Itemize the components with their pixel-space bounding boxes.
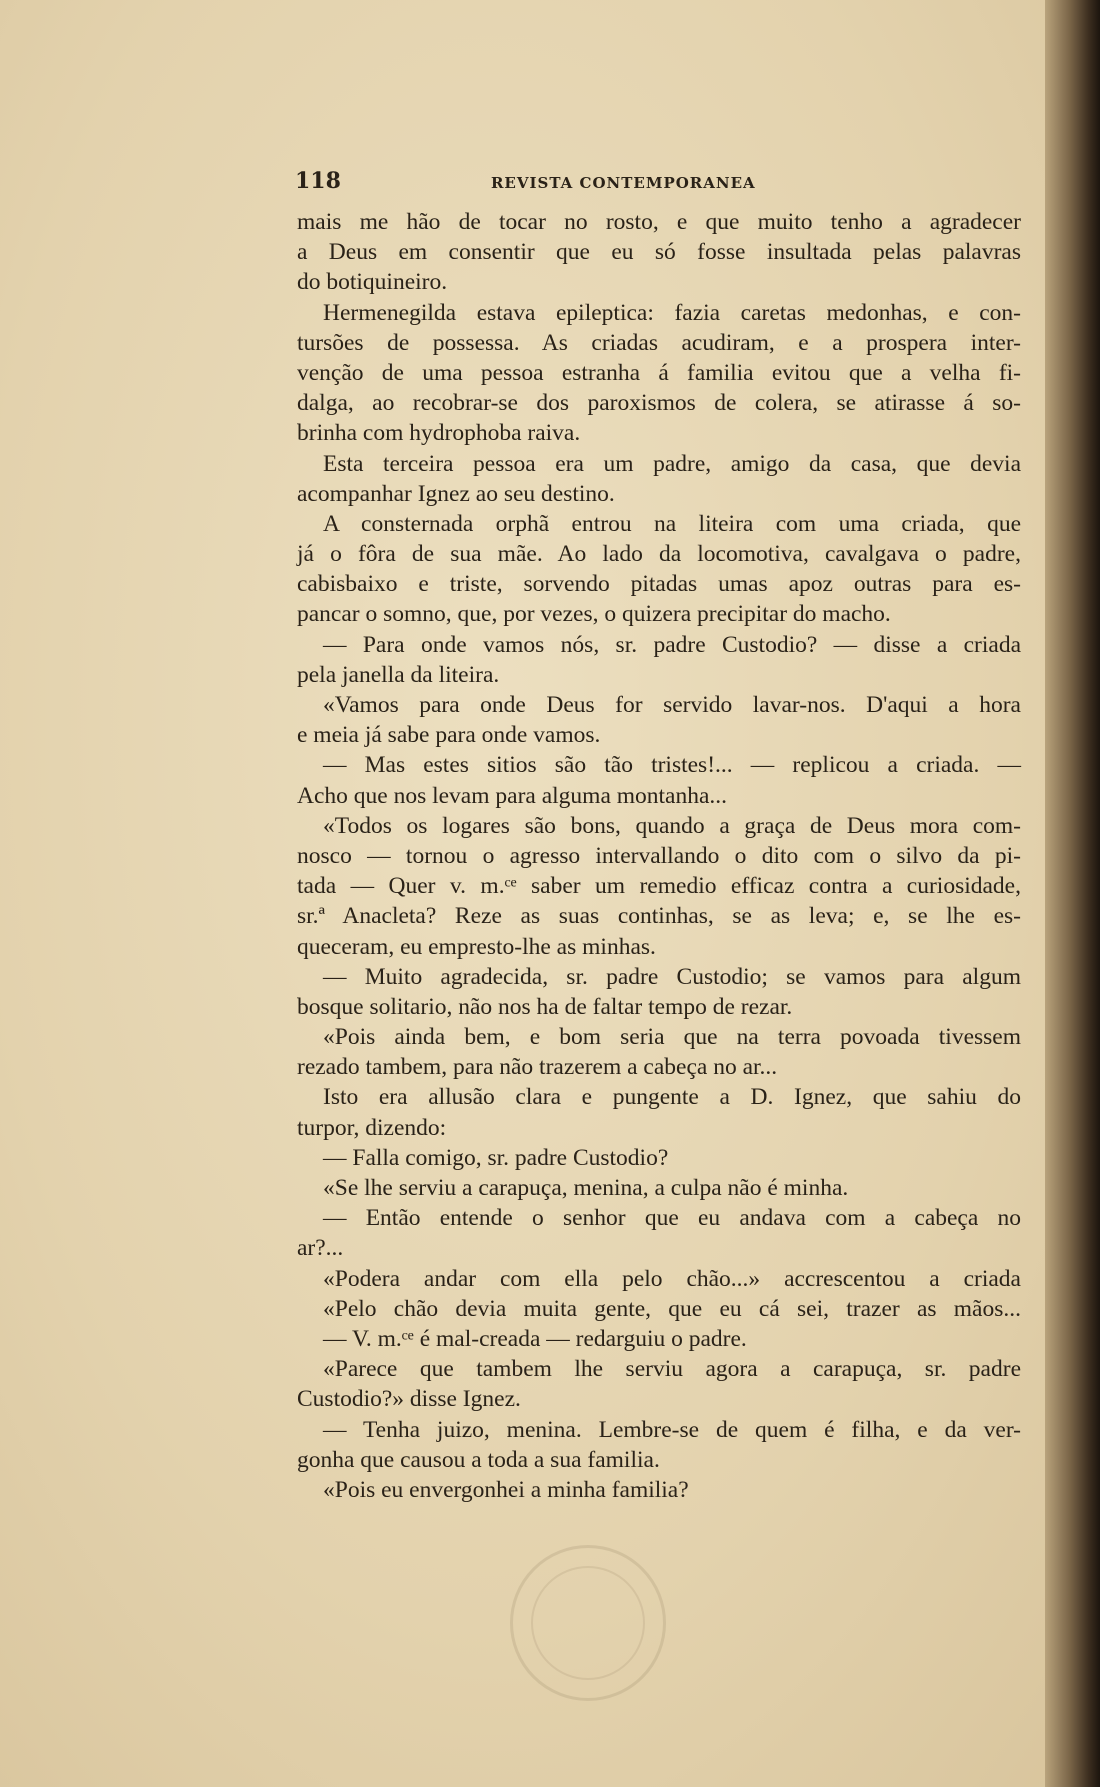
text-line: «Vamos para onde Deus for servido lavar-nos. D'aqui a hora bbox=[323, 692, 1021, 718]
text-line: dalga, ao recobrar-se dos paroxismos de colera, se atirasse á so- bbox=[297, 390, 1021, 417]
library-stamp bbox=[510, 1545, 666, 1701]
text-line: já o fôra de sua mãe. Ao lado da locomotiva, cavalgava o padre, bbox=[297, 541, 1021, 568]
library-stamp-inner-ring bbox=[531, 1566, 645, 1680]
text-line: Custodio?» disse Ignez. bbox=[297, 1386, 521, 1413]
text-line: cabisbaixo e triste, sorvendo pitadas umas apoz outras para es- bbox=[297, 571, 1021, 598]
text-line: ar?... bbox=[297, 1235, 344, 1262]
text-line: e meia já sabe para onde vamos. bbox=[297, 722, 601, 749]
text-line: — V. m.ᶜᵉ é mal-creada — redarguiu o padre. bbox=[323, 1325, 747, 1352]
text-line: a Deus em consentir que eu só fosse insultada pelas palavras bbox=[297, 239, 1021, 266]
text-line: pancar o somno, que, por vezes, o quizera precipitar do macho. bbox=[297, 601, 891, 628]
text-line: «Todos os logares são bons, quando a graça de Deus mora com- bbox=[323, 812, 1021, 839]
text-line: «Podera andar com ella pelo chão...» accrescentou a criada bbox=[323, 1265, 1021, 1292]
text-line: pela janella da liteira. bbox=[297, 661, 500, 688]
text-line: — Falla comigo, sr. padre Custodio? bbox=[323, 1144, 669, 1171]
text-line: nosco — tornou o agresso intervallando o dito com o silvo da pi- bbox=[297, 842, 1021, 869]
text-line: — Para onde vamos nós, sr. padre Custodio? — disse a criada bbox=[323, 631, 1021, 658]
text-line: Esta terceira pessoa era um padre, amigo da casa, que devia bbox=[323, 450, 1021, 477]
text-line: rezado tambem, para não trazerem a cabeça no ar... bbox=[297, 1054, 778, 1081]
text-line: — Então entende o senhor que eu andava com a cabeça no bbox=[323, 1205, 1021, 1232]
text-line: «Parece que tambem lhe serviu agora a carapuça, sr. padre bbox=[323, 1356, 1021, 1383]
text-line: «Pelo chão devia muita gente, que eu cá sei, trazer as mãos... bbox=[323, 1295, 1021, 1322]
text-line: Hermenegilda estava epileptica: fazia caretas medonhas, e con- bbox=[323, 299, 1021, 326]
body-text bbox=[297, 207, 1021, 1505]
text-line: tada — Quer v. m.ᶜᵉ saber um remedio efficaz contra a curiosidade, bbox=[297, 873, 1021, 900]
text-line: brinha com hydrophoba raiva. bbox=[297, 420, 581, 447]
text-line: bosque solitario, não nos ha de faltar tempo de rezar. bbox=[297, 993, 793, 1020]
text-line: «Se lhe serviu a carapuça, menina, a culpa não é minha. bbox=[323, 1175, 849, 1201]
book-spine-edge bbox=[1045, 0, 1100, 1787]
running-header bbox=[295, 168, 815, 194]
text-line: «Pois ainda bem, e bom seria que na terra povoada tivessem bbox=[323, 1024, 1021, 1051]
text-line: acompanhar Ignez ao seu destino. bbox=[297, 480, 615, 507]
text-line: venção de uma pessoa estranha á familia evitou que a velha fi- bbox=[297, 359, 1021, 386]
text-line: turpor, dizendo: bbox=[297, 1114, 447, 1141]
text-line: mais me hão de tocar no rosto, e que muito tenho a agradecer bbox=[297, 209, 1021, 235]
text-line: do botiquineiro. bbox=[297, 269, 448, 296]
running-title: REVISTA CONTEMPORANEA bbox=[490, 174, 756, 192]
text-line: gonha que causou a toda a sua familia. bbox=[297, 1446, 660, 1473]
text-line: — Mas estes sitios são tão tristes!... — replicou a criada. — bbox=[323, 752, 1021, 779]
text-line: — Tenha juizo, menina. Lembre-se de quem é filha, e da ver- bbox=[323, 1416, 1021, 1443]
text-line: A consternada orphã entrou na liteira com uma criada, que bbox=[323, 510, 1021, 537]
text-line: «Pois eu envergonhei a minha familia? bbox=[323, 1476, 689, 1503]
page-number: 118 bbox=[295, 168, 341, 194]
text-line: Isto era allusão clara e pungente a D. Ignez, que sahiu do bbox=[323, 1084, 1021, 1111]
text-line: sr.ª Anacleta? Reze as suas continhas, se as leva; e, se lhe es- bbox=[297, 903, 1021, 930]
text-line: — Muito agradecida, sr. padre Custodio; se vamos para algum bbox=[323, 963, 1021, 990]
text-line: Acho que nos levam para alguma montanha... bbox=[297, 782, 728, 809]
text-line: tursões de possessa. As criadas acudiram, e a prospera inter- bbox=[297, 329, 1021, 356]
text-line: queceram, eu empresto-lhe as minhas. bbox=[297, 933, 656, 960]
